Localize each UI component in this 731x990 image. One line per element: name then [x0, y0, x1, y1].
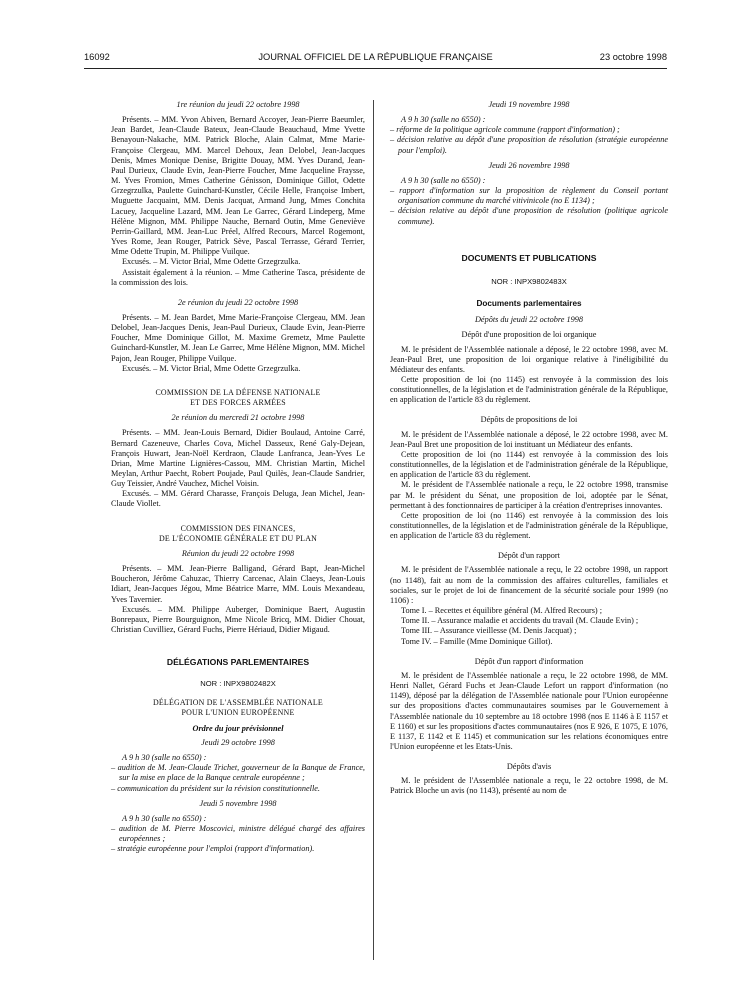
tome-item: Tome III. – Assurance vieillesse (M. Denis Jacquat) ; [401, 626, 577, 636]
heading-rapport: Dépôt d'un rapport [498, 551, 560, 561]
tome-item: Tome I. – Recettes et équilibre général (M. Alfred Recours) ; [401, 606, 603, 616]
page-header [84, 52, 667, 68]
paragraph: M. le président de l'Assemblée nationale a reçu, le 22 octobre 1998, de M. Patrick Bloche un avis (no 1143), présenté au nom de [390, 776, 668, 796]
paragraph: Cette proposition de loi (no 1146) est renvoyée à la commission des lois constitutionnelles, de la législation et de l'administration générale de la République, en application de l'article 83 du règlement. [390, 510, 668, 541]
time-jeudi-26: A 9 h 30 (salle no 6550) : [401, 175, 486, 185]
time-jeudi-19: A 9 h 30 (salle no 6550) : [401, 115, 486, 125]
date-jeudi-19: Jeudi 19 novembre 1998 [488, 100, 570, 109]
time-jeudi-29: A 9 h 30 (salle no 6550) : [122, 753, 207, 763]
finance-presents: Présents. – MM. Jean-Pierre Balligand, Gérard Bapt, Jean-Michel Boucheron, Jérôme Cahuzac, Thierry Carcenac, Alain Claeys, Jean-Louis Idiart, Jean-Jacques Jégou, Mme Béatrice Marre, MM. Louis Mexandeau, Yves Tavernier. [111, 564, 365, 604]
delegations-nor: NOR : INPX9802482X [200, 679, 276, 689]
delegation-line1: DÉLÉGATION DE L'ASSEMBLÉE NATIONALE [153, 697, 323, 707]
documents-parlementaires-heading: Documents parlementaires [476, 299, 582, 309]
paragraph: M. le président de l'Assemblée nationale a reçu, le 22 octobre 1998, transmise par M. le président du Sénat, une proposition de loi, adoptée par le Sénat, permettant à des fonctionnaires de participer à la création d'entreprises innovantes. [390, 480, 668, 510]
paragraph: M. le président de l'Assemblée nationale a déposé, le 22 octobre 1998, avec M. Jean-Paul Bret, une proposition de loi organique relative à l'inéligibilité du Médiateur des enfants. [390, 344, 668, 374]
header-rule [84, 68, 667, 69]
defense-commission-line2: ET DES FORCES ARMÉES [190, 398, 286, 408]
finance-excuses: Excusés. – MM. Philippe Auberger, Dominique Baert, Augustin Bonrepaux, Pierre Bourguignon, Mme Nicole Bricq, MM. Didier Chouat, Christian Cuvilliez, Gérard Fuchs, Pierre Hériaud, Didier Migaud. [111, 604, 365, 635]
heading-rapport-information: Dépôt d'un rapport d'information [474, 656, 584, 666]
meeting-1-assistait: Assistait également à la réunion. – Mme Catherine Tasca, présidente de la commission des lois. [111, 267, 365, 287]
agenda-item: – décision relative au dépôt d'une proposition de résolution (politique agricole commune). [390, 206, 668, 226]
issue-date: 23 octobre 1998 [599, 52, 667, 62]
paragraph: M. le président de l'Assemblée nationale a reçu, le 22 octobre 1998, de MM. Henri Nallet, Gérard Fuchs et Jean-Claude Lefort un rapport d'information (no 1149), déposé par la délégation de l'Assemblée nationale pour l'Union européenne sur des propositions d'actes communautaires soumises par le Gouvernement à l'Assemblée nationale du 10 septembre au 18 octobre 1998 (nos E 1146 à E 1157 et E 1160) et sur les propositions d'actes communautaires (nos E 926, E 1075, E 1076, E 1137, E 1142 et E 1145) et communication sur les relations économiques entre l'Union européenne et les Etats-Unis. [390, 670, 668, 751]
column-divider [373, 100, 374, 960]
page-number: 16092 [84, 52, 110, 62]
heading-propositions-loi: Dépôts de propositions de loi [480, 415, 578, 425]
meeting-1-excuses: Excusés. – M. Victor Brial, Mme Odette Grzegrzulka. [122, 257, 301, 267]
date-jeudi-26: Jeudi 26 novembre 1998 [488, 160, 570, 170]
tome-item: Tome IV. – Famille (Mme Dominique Gillot). [401, 636, 553, 646]
journal-title: JOURNAL OFFICIEL DE LA RÉPUBLIQUE FRANÇAISE [258, 52, 493, 62]
agenda-item: – décision relative au dépôt d'une proposition de résolution (stratégie européenne pour l'emploi). [390, 135, 668, 155]
delegations-heading: DÉLÉGATIONS PARLEMENTAIRES [166, 657, 310, 668]
ordre-du-jour: Ordre du jour prévisionnel [192, 723, 284, 733]
finance-commission-line1: COMMISSION DES FINANCES, [180, 523, 296, 533]
meeting-1-presents: Présents. – MM. Yvon Abiven, Bernard Accoyer, Jean-Pierre Baeumler, Jean Bardet, Jean-Claude Bateux, Jean-Claude Beauchaud, Mme Yvette Benayoun-Nakache, MM. Patrick Bloche, Alain Calmat, Mme Marie-Françoise Clergeau, MM. Marcel Dehoux, Jean Delobel, Jean-Jacques Denis, Mmes Monique Denise, Brigitte Douay, MM. Yves Durand, Jean-Paul Durieux, Claude Evin, Jean-Pierre Foucher, Mme Jacqueline Fraysse, M. Yves Fromion, Mmes Catherine Génisson, Dominique Gillot, Odette Grzegrzulka, Paulette Guinchard-Kunstler, Cécile Helle, Françoise Imbert, Muguette Jacquaint, MM. Denis Jacquat, Armand Jung, Mmes Conchita Lacuey, Jacqueline Lazard, MM. Jean Le Garrec, Gérard Lindeperg, Mme Hélène Mignon, MM. Philippe Nauche, Bernard Outin, Mme Geneviève Perrin-Gaillard, MM. Jean-Luc Préel, Alfred Recours, Marcel Rogemont, Yves Rome, Jean Rouger, Patrick Sève, Pascal Terrasse, Gérard Terrier, Mme Odette Trupin, M. Philippe Vuilque. [111, 115, 365, 257]
agenda-item: – stratégie européenne pour l'emploi (rapport d'information). [111, 844, 315, 854]
meeting-2-excuses: Excusés. – M. Victor Brial, Mme Odette Grzegrzulka. [122, 363, 301, 373]
right-column [390, 100, 668, 797]
tome-item: Tome II. – Assurance maladie et accidents du travail (M. Claude Evin) ; [401, 616, 639, 626]
date-jeudi-5: Jeudi 5 novembre 1998 [199, 798, 277, 808]
defense-commission-line1: COMMISSION DE LA DÉFENSE NATIONALE [155, 387, 321, 397]
paragraph: Cette proposition de loi (no 1144) est renvoyée à la commission des lois constitutionnelles, de la législation et de l'administration générale de la République, en application de l'article 83 du règlement. [390, 449, 668, 480]
documents-nor: NOR : INPX9802483X [491, 276, 567, 286]
paragraph: M. le président de l'Assemblée nationale a déposé, le 22 octobre 1998, avec M. Jean-Paul Bret une proposition de loi instituant un Médiateur des enfants. [390, 429, 668, 449]
left-column [111, 100, 365, 855]
agenda-item: – audition de M. Pierre Moscovici, ministre délégué chargé des affaires européennes ; [111, 824, 365, 844]
finance-meeting-title: Réunion du jeudi 22 octobre 1998 [181, 548, 295, 558]
meeting-2-presents: Présents. – M. Jean Bardet, Mme Marie-Françoise Clergeau, MM. Jean Delobel, Jean-Jacques Denis, Jean-Paul Durieux, Claude Evin, Jean-Pierre Foucher, Mme Dominique Gillot, M. Maxime Gremetz, Mme Paulette Guinchard-Kunstler, M. Jean Le Garrec, Mme Hélène Mignon, MM. Michel Pajon, Jean Rouger, Philippe Vuilque. [111, 312, 365, 363]
paragraph: M. le président de l'Assemblée nationale a reçu, le 22 octobre 1998, un rapport (no 1148), fait au nom de la commission des affaires culturelles, familiales et sociales, sur le projet de loi de financement de la sécurité sociale pour 1999 (no 1106) : [390, 565, 668, 605]
meeting-1-title: 1re réunion du jeudi 22 octobre 1998 [176, 100, 300, 109]
agenda-item: – communication du président sur la révision constitutionnelle. [111, 783, 320, 793]
meeting-2-title: 2e réunion du jeudi 22 octobre 1998 [177, 297, 299, 307]
documents-heading: DOCUMENTS ET PUBLICATIONS [461, 252, 597, 263]
depots-date: Dépôts du jeudi 22 octobre 1998 [474, 315, 584, 325]
agenda-item: – réforme de la politique agricole commune (rapport d'information) ; [390, 125, 620, 135]
time-jeudi-5: A 9 h 30 (salle no 6550) : [122, 813, 207, 823]
defense-excuses: Excusés. – MM. Gérard Charasse, François Deluga, Jean Michel, Jean-Claude Viollet. [111, 489, 365, 509]
defense-presents: Présents. – MM. Jean-Louis Bernard, Didier Boulaud, Antoine Carré, Bernard Cazeneuve, Charles Cova, Michel Dasseux, René Galy-Dejean, François Huwart, Jean-Noël Kerdraon, Claude Lanfranca, Jean-Yves Le Drian, Mme Martine Lignières-Cassou, MM. Christian Martin, Michel Meylan, Arthur Paecht, Robert Poujade, Paul Quilès, Jean-Claude Sandrier, Guy Teissier, André Vauchez, Michel Voisin. [111, 428, 365, 489]
paragraph: Cette proposition de loi (no 1145) est renvoyée à la commission des lois constitutionnelles, de la législation et de l'administration générale de la République, en application de l'article 83 du règlement. [390, 374, 668, 405]
date-jeudi-29: Jeudi 29 octobre 1998 [201, 737, 275, 747]
delegation-line2: POUR L'UNION EUROPÉENNE [181, 707, 295, 717]
heading-proposition-loi-organique: Dépôt d'une proposition de loi organique [461, 330, 597, 340]
heading-avis: Dépôts d'avis [506, 762, 552, 772]
agenda-item: – rapport d'information sur la proposition de règlement du Conseil portant organisation commune du marché vitivinicole (no E 1134) ; [390, 186, 668, 206]
finance-commission-line2: DE L'ÉCONOMIE GÉNÉRALE ET DU PLAN [158, 533, 317, 543]
defense-meeting-title: 2e réunion du mercredi 21 octobre 1998 [171, 413, 305, 423]
agenda-item: – audition de M. Jean-Claude Trichet, gouverneur de la Banque de France, sur la mise en place de la Banque centrale européenne ; [111, 763, 365, 783]
